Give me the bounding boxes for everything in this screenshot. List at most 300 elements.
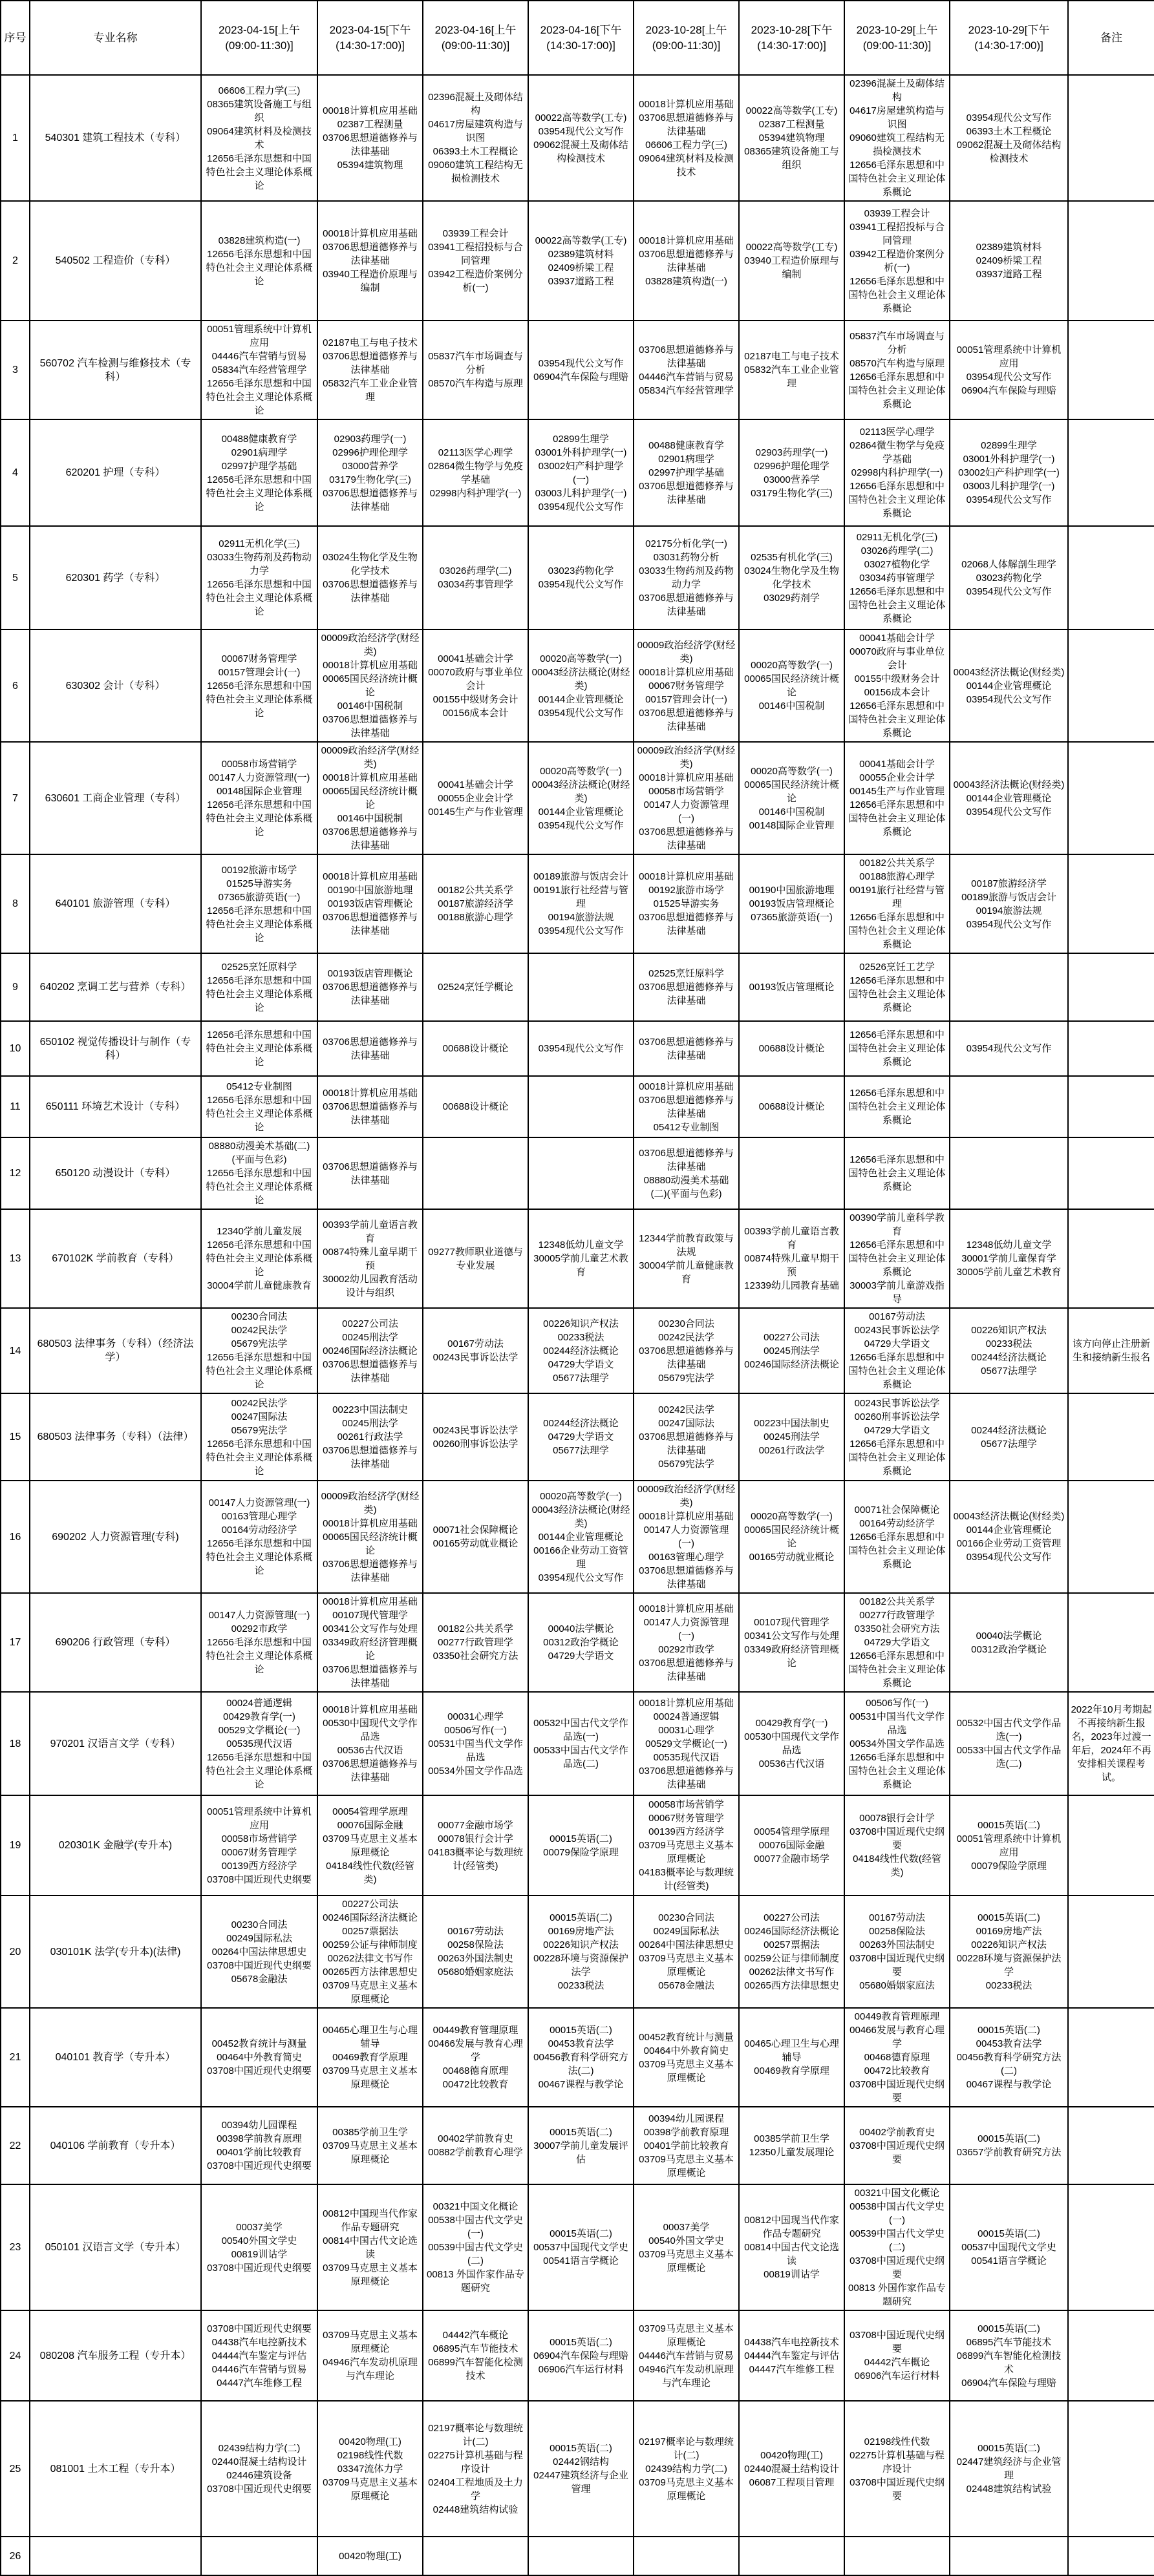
subject: 03706思想道德修养与法律基础 — [323, 1558, 418, 1583]
subject: 00191旅行社经营与管理 — [533, 885, 628, 909]
schedule-cell — [201, 1021, 317, 1076]
subject: 03034药事管理学 — [859, 572, 935, 584]
remark-cell — [1068, 321, 1154, 419]
schedule-cell — [739, 526, 844, 629]
schedule-cell — [317, 1137, 423, 1209]
subject: 00167劳动法 — [447, 1926, 504, 1937]
subject: 00015英语(二) — [550, 2025, 612, 2036]
subject: 03709马克思主义基本原理概论 — [323, 1833, 418, 1858]
table-row — [1, 2008, 1154, 2107]
subject: 00020高等数学(一) — [540, 653, 622, 664]
subject: 00246国际经济法概论 — [323, 1912, 418, 1923]
table-row — [1, 1308, 1154, 1393]
major-name: 080208 汽车服务工程（专升本） — [30, 2310, 201, 2401]
remark-cell — [1068, 742, 1154, 854]
subject: 09064建筑材料及检测技术 — [639, 153, 734, 178]
schedule-cell — [950, 1308, 1068, 1393]
schedule-cell — [317, 419, 423, 526]
subject: 00456教育科学研究方法(二) — [956, 2052, 1062, 2076]
subject: 04446汽车营销与贸易 — [211, 2363, 307, 2375]
major-name: 970201 汉语言文学（专科） — [30, 1692, 201, 1795]
schedule-cell — [528, 2107, 634, 2184]
schedule-cell — [201, 1308, 317, 1393]
schedule-cell — [950, 1481, 1068, 1593]
schedule-cell — [317, 1308, 423, 1393]
subject: 00243民事诉讼法学 — [433, 1424, 518, 1436]
table-row — [1, 2537, 1154, 2575]
subject: 00243民事诉讼法学 — [854, 1397, 940, 1409]
subject: 03709马克思主义基本原理概论 — [323, 1980, 418, 2005]
subject: 00189旅游与饭店会计 — [961, 891, 1056, 903]
schedule-cell — [201, 2184, 317, 2310]
subject: 03828建筑构造(一) — [218, 235, 301, 246]
column-header-slot-1: 2023-04-15[上午(09:00-11:30)] — [201, 1, 317, 75]
subject: 00147人力资源管理(一) — [208, 772, 310, 783]
subject: 00258保险法 — [869, 1926, 925, 1937]
subject: 00020高等数学(一) — [540, 765, 622, 777]
schedule-cell — [634, 1308, 739, 1393]
major-name: 680503 法律事务（专科）（经济法学） — [30, 1308, 201, 1393]
subject: 04438汽车电控新技术 — [744, 2336, 839, 2348]
schedule-cell — [528, 742, 634, 854]
subject: 02901病理学 — [231, 447, 288, 458]
schedule-cell — [423, 1021, 528, 1076]
subject: 00018计算机应用基础 — [639, 772, 734, 783]
schedule-cell — [423, 2184, 528, 2310]
major-name: 690206 行政管理（专科） — [30, 1593, 201, 1692]
subject: 00402学前教育史 — [438, 2133, 513, 2144]
subject: 02535有机化学(三) — [751, 552, 833, 563]
subject: 02409桥梁工程 — [976, 255, 1042, 266]
subject: 03000营养学 — [342, 460, 398, 472]
subject: 00257票据法 — [764, 1939, 820, 1950]
subject: 03349政府经济管理概论 — [744, 1643, 839, 1669]
subject: 03954现代公文写作 — [966, 494, 1052, 505]
schedule-cell — [634, 1481, 739, 1593]
remark-cell — [1068, 1393, 1154, 1481]
schedule-cell — [950, 2310, 1068, 2401]
subject: 02389建筑材料 — [976, 242, 1042, 253]
subject: 00041基础会计学 — [438, 653, 513, 664]
row-index: 19 — [1, 1795, 30, 1895]
schedule-cell — [317, 1076, 423, 1137]
subject: 12656毛泽东思想和中国特色社会主义理论体系概论 — [206, 680, 313, 719]
schedule-cell — [950, 2401, 1068, 2537]
subject: 03001外科护理学(一) — [535, 447, 627, 458]
schedule-cell — [201, 2008, 317, 2107]
remark-cell — [1068, 629, 1154, 742]
subject: 00261行政法学 — [758, 1445, 825, 1456]
schedule-cell — [950, 1692, 1068, 1795]
subject: 00534外国文学作品选 — [849, 1738, 945, 1749]
subject: 03708中国近现代史纲要 — [849, 1953, 945, 1978]
subject: 12656毛泽东思想和中国特色社会主义理论体系概论 — [206, 474, 313, 512]
remark-cell — [1068, 2401, 1154, 2537]
subject: 00261行政法学 — [337, 1431, 403, 1442]
subject: 03706思想道德修养与法律基础 — [639, 481, 734, 505]
subject: 00264中国法律思想史 — [211, 1946, 307, 1958]
subject: 00688设计概论 — [442, 1101, 509, 1112]
schedule-cell — [844, 1308, 950, 1393]
subject: 03939工程会计 — [864, 207, 930, 219]
subject: 00077金融市场学 — [438, 1819, 513, 1831]
subject: 04183概率论与数理统计(经管类) — [428, 1846, 523, 1872]
major-name: 640101 旅游管理（专科） — [30, 854, 201, 953]
schedule-cell — [423, 201, 528, 321]
subject: 00018计算机应用基础 — [639, 1511, 734, 1522]
subject: 00022高等数学(工专) — [745, 105, 838, 116]
schedule-cell — [528, 321, 634, 419]
schedule-cell — [950, 2008, 1068, 2107]
subject: 12656毛泽东思想和中国特色社会主义理论体系概论 — [206, 975, 313, 1013]
subject: 00540外国文学史 — [648, 2235, 724, 2246]
table-row — [1, 1137, 1154, 1209]
schedule-cell — [739, 1795, 844, 1895]
schedule-cell — [634, 1076, 739, 1137]
subject: 00230合同法 — [231, 1919, 288, 1930]
subject: 06393土木工程概论 — [433, 146, 518, 157]
subject: 03706思想道德修养与法律基础 — [639, 827, 734, 851]
subject: 00145生产与作业管理 — [849, 786, 945, 797]
subject: 07365旅游英语(一) — [218, 891, 301, 903]
subject: 02275计算机基础与程序设计 — [849, 2449, 945, 2475]
subject: 00146中国税制 — [758, 806, 825, 818]
subject: 03941工程招投标与合同管理 — [428, 242, 523, 266]
schedule-cell — [528, 1076, 634, 1137]
subject: 08365建筑设备施工与组织 — [207, 98, 312, 123]
row-index: 13 — [1, 1209, 30, 1308]
subject: 00015英语(二) — [550, 2228, 612, 2239]
subject: 02899生理学 — [553, 433, 609, 445]
subject: 00292市政学 — [231, 1623, 288, 1634]
remark-cell — [1068, 526, 1154, 629]
schedule-cell — [739, 1895, 844, 2008]
subject: 00165劳动就业概论 — [749, 1552, 835, 1563]
subject: 00166企业劳动工资管理 — [956, 1538, 1062, 1549]
subject: 00453教育法学 — [976, 2038, 1042, 2049]
subject: 00530中国现代文学作品选 — [744, 1731, 839, 1756]
subject: 03954现代公文写作 — [538, 125, 624, 137]
subject: 03026药理学(二) — [860, 545, 934, 556]
schedule-cell — [317, 2401, 423, 2537]
major-name: 560702 汽车检测与维修技术（专科） — [30, 321, 201, 419]
subject: 08570汽车构造与原理 — [428, 378, 523, 389]
subject: 00401学前比较教育 — [217, 2147, 302, 2158]
table-row — [1, 201, 1154, 321]
subject: 00065国民经济统计概论 — [323, 673, 418, 698]
subject: 00070政府与事业单位会计 — [849, 646, 945, 671]
subject: 02447建筑经济与企业管理 — [956, 2456, 1062, 2481]
subject: 05678金融法 — [231, 1973, 288, 1985]
remark-cell — [1068, 1021, 1154, 1076]
subject: 12656毛泽东思想和中国特色社会主义理论体系概论 — [206, 248, 313, 287]
subject: 02996护理伦理学 — [332, 447, 408, 458]
subject: 08570汽车构造与原理 — [849, 357, 945, 369]
subject: 12656毛泽东思想和中国特色社会主义理论体系概论 — [848, 1240, 946, 1278]
subject: 00054管理学原理 — [754, 1826, 829, 1837]
subject: 12344学前教育政策与法规 — [639, 1232, 734, 1258]
subject: 00541语言学概论 — [543, 2255, 619, 2266]
subject: 00157管理会计(一) — [218, 666, 301, 678]
subject: 00813 外国作家作品专题研究 — [427, 2269, 524, 2294]
major-name: 620201 护理（专科） — [30, 419, 201, 526]
subject: 00814中国古代文论选读 — [323, 2235, 418, 2260]
subject: 02901病理学 — [658, 454, 714, 465]
subject: 03708中国近现代史纲要 — [849, 2140, 945, 2165]
major-name: 040101 教育学（专升本） — [30, 2008, 201, 2107]
subject: 00230合同法 — [658, 1318, 714, 1329]
subject: 00233税法 — [557, 1980, 604, 1991]
subject: 00688设计概论 — [758, 1101, 825, 1112]
column-header-slot-3: 2023-04-16[上午(09:00-11:30)] — [423, 1, 528, 75]
schedule-cell — [201, 1137, 317, 1209]
subject: 00018计算机应用基础 — [323, 105, 418, 116]
subject: 00244经济法概论 — [971, 1352, 1047, 1363]
subject: 00223中国法制史 — [754, 1418, 829, 1429]
subject: 03706思想道德修养与法律基础 — [323, 982, 418, 1006]
subject: 12656毛泽东思想和中国特色社会主义理论体系概论 — [848, 481, 946, 519]
subject: 00018计算机应用基础 — [639, 666, 734, 678]
subject: 00227公司法 — [342, 1318, 398, 1329]
subject: 00037美学 — [236, 2221, 283, 2233]
schedule-cell — [201, 1481, 317, 1593]
column-header-index: 序号 — [1, 1, 30, 75]
schedule-cell — [317, 1393, 423, 1481]
subject: 09062混凝土及砌体结构检测技术 — [533, 139, 628, 164]
row-index: 24 — [1, 2310, 30, 2401]
subject: 00031心理学 — [447, 1711, 504, 1722]
subject: 03706思想道德修养与法律基础 — [639, 1094, 734, 1119]
schedule-cell — [201, 742, 317, 854]
subject: 03003儿科护理学(一) — [963, 481, 1055, 492]
subject: 00031心理学 — [658, 1724, 714, 1736]
schedule-cell — [739, 1481, 844, 1593]
schedule-cell — [844, 854, 950, 953]
subject: 05678金融法 — [658, 1980, 714, 1991]
schedule-cell — [423, 742, 528, 854]
subject: 00420物理(工) — [760, 2449, 823, 2461]
subject: 05677法理学 — [553, 1372, 609, 1384]
subject: 12656毛泽东思想和中国特色社会主义理论体系概论 — [206, 1168, 313, 1206]
subject: 00263外国法制史 — [438, 1953, 513, 1964]
subject: 00147人力资源管理(一) — [208, 1610, 310, 1621]
schedule-cell — [844, 2537, 950, 2575]
subject: 02387工程测量 — [337, 119, 403, 130]
schedule-cell — [317, 1895, 423, 2008]
subject: 06087工程项目管理 — [749, 2476, 835, 2488]
subject: 00244经济法概论 — [543, 1345, 619, 1357]
subject: 02187电工与电子技术 — [744, 351, 839, 362]
subject: 00312政治学概论 — [971, 1643, 1047, 1655]
subject: 03954现代公文写作 — [966, 806, 1052, 818]
subject: 03706思想道德修养与法律基础 — [323, 242, 418, 266]
subject: 03706思想道德修养与法律基础 — [639, 982, 734, 1006]
table-row — [1, 419, 1154, 526]
subject: 02396混凝土及砌体结构 — [428, 92, 523, 116]
subject: 00449教育管理原理 — [433, 2025, 518, 2036]
subject: 00245刑法学 — [764, 1345, 820, 1357]
row-index: 21 — [1, 2008, 30, 2107]
subject: 06904汽车保险与理赔 — [961, 385, 1056, 396]
subject: 00144企业管理概论 — [966, 680, 1052, 692]
subject: 00193饭店管理概论 — [327, 898, 413, 909]
subject: 30001学前儿童保育学 — [961, 1253, 1056, 1264]
schedule-cell — [950, 2107, 1068, 2184]
subject: 00009政治经济学(财经类) — [321, 745, 420, 770]
major-name: 690202 人力资源管理(专科) — [30, 1481, 201, 1593]
schedule-cell — [844, 526, 950, 629]
subject: 05394建筑物理 — [758, 132, 825, 143]
schedule-cell — [528, 419, 634, 526]
subject: 03179生物化学(三) — [751, 487, 833, 499]
subject: 00249国际私法 — [226, 1932, 292, 1944]
schedule-cell — [201, 629, 317, 742]
subject: 12350儿童发展理论 — [749, 2147, 835, 2158]
subject: 05680婚姻家庭法 — [438, 1967, 513, 1978]
subject: 00065国民经济统计概论 — [744, 673, 839, 698]
subject: 00452教育统计与测量 — [639, 2031, 734, 2043]
subject: 00067财务管理学 — [648, 1813, 724, 1824]
subject: 00018计算机应用基础 — [323, 660, 418, 671]
subject: 06899汽车智能化检测技术 — [428, 2357, 523, 2381]
column-header-slot-2: 2023-04-15[下午(14:30-17:00)] — [317, 1, 423, 75]
subject: 02113医学心理学 — [438, 447, 513, 458]
subject: 00467课程与教学论 — [966, 2079, 1052, 2090]
subject: 00420物理(工) — [339, 2550, 401, 2562]
schedule-cell — [201, 1795, 317, 1895]
subject: 03939工程会计 — [442, 228, 509, 239]
schedule-cell — [844, 629, 950, 742]
subject: 00341公文写作与处理 — [323, 1623, 418, 1634]
subject: 00394幼儿园课程 — [648, 2113, 724, 2124]
subject: 03942工程造价案例分析(一) — [849, 248, 945, 273]
table-row — [1, 1692, 1154, 1795]
subject: 12656毛泽东思想和中国特色社会主义理论体系概论 — [206, 153, 313, 191]
subject: 12656毛泽东思想和中国特色社会主义理论体系概论 — [848, 160, 946, 198]
subject: 07365旅游英语(一) — [751, 912, 833, 923]
schedule-cell — [739, 2184, 844, 2310]
subject: 02113医学心理学 — [859, 427, 935, 438]
subject: 00166企业劳动工资管理 — [533, 1545, 628, 1570]
subject: 00022高等数学(工专) — [535, 235, 627, 246]
schedule-cell — [844, 1481, 950, 1593]
schedule-cell — [634, 2401, 739, 2537]
subject: 03708中国近现代史纲要 — [849, 2079, 945, 2104]
schedule-cell — [317, 742, 423, 854]
subject: 03706思想道德修养与法律基础 — [639, 1657, 734, 1682]
subject: 00230合同法 — [231, 1311, 288, 1322]
subject: 00529文学概论(一) — [645, 1738, 727, 1749]
subject: 00018计算机应用基础 — [639, 1081, 734, 1092]
subject: 00385学前卫生学 — [754, 2133, 829, 2144]
schedule-cell — [844, 75, 950, 201]
subject: 03709马克思主义基本原理概论 — [323, 2262, 418, 2287]
subject: 00469教育学原理 — [754, 2065, 829, 2076]
subject: 12656毛泽东思想和中国特色社会主义理论体系概论 — [206, 1240, 313, 1278]
schedule-cell — [317, 2184, 423, 2310]
subject: 04617房屋建筑构造与识图 — [849, 105, 945, 130]
subject: 05412专业制图 — [653, 1121, 720, 1133]
row-index: 25 — [1, 2401, 30, 2537]
subject: 03954现代公文写作 — [538, 819, 624, 831]
subject: 00465心理卫生与心理辅导 — [323, 2025, 418, 2049]
subject: 00165劳动就业概论 — [433, 1538, 518, 1549]
subject: 02911无机化学(三) — [219, 538, 300, 549]
subject: 00506写作(一) — [866, 1697, 928, 1709]
schedule-cell — [634, 321, 739, 419]
subject: 00245刑法学 — [342, 1331, 398, 1343]
subject: 00813 外国作家作品专题研究 — [848, 2283, 946, 2307]
subject: 03706思想道德修养与法律基础 — [323, 827, 418, 851]
subject: 00164劳动经济学 — [859, 1517, 935, 1529]
subject: 03706思想道德修养与法律基础 — [639, 1565, 734, 1590]
subject: 00531中国当代文学作品选 — [428, 1738, 523, 1763]
subject: 00242民法学 — [658, 1331, 714, 1343]
subject: 00076国际金融 — [337, 1819, 403, 1831]
subject: 00079保险学原理 — [971, 1860, 1047, 1872]
subject: 03706思想道德修养与法律基础 — [639, 1036, 734, 1061]
table-row — [1, 1076, 1154, 1137]
table-row — [1, 1593, 1154, 1692]
subject: 00223中国法制史 — [332, 1404, 408, 1415]
subject: 03706思想道德修养与法律基础 — [639, 707, 734, 732]
schedule-cell — [423, 2401, 528, 2537]
subject: 02198线性代数 — [864, 2436, 930, 2447]
schedule-cell — [844, 2184, 950, 2310]
subject: 03709马克思主义基本原理概论 — [639, 2476, 734, 2502]
schedule-cell — [634, 854, 739, 953]
subject: 03954现代公文写作 — [966, 1043, 1052, 1054]
subject: 03954现代公文写作 — [538, 501, 624, 512]
subject: 03706思想道德修养与法律基础 — [323, 1036, 418, 1061]
subject: 00882学前教育心理学 — [428, 2147, 523, 2158]
schedule-cell — [528, 2401, 634, 2537]
schedule-cell — [423, 1076, 528, 1137]
subject: 00469教育学原理 — [332, 2052, 408, 2063]
header-row — [1, 1, 1154, 75]
subject: 00245刑法学 — [342, 1418, 398, 1429]
subject: 03002妇产科护理学(一) — [538, 460, 624, 485]
subject: 00192旅游市场学 — [648, 885, 724, 896]
schedule-cell — [423, 2107, 528, 2184]
subject: 06906汽车运行材料 — [854, 2370, 940, 2381]
subject: 00226知识产权法 — [543, 1318, 619, 1329]
schedule-cell — [844, 1137, 950, 1209]
subject: 02998内科护理学(一) — [851, 467, 943, 478]
subject: 00188旅游心理学 — [438, 912, 513, 923]
subject: 00247国际法 — [658, 1418, 714, 1429]
subject: 05677法理学 — [981, 1438, 1037, 1450]
subject: 00067财务管理学 — [648, 680, 724, 692]
subject: 00043经济法概论(财经类) — [953, 1511, 1065, 1522]
subject: 00157管理会计(一) — [645, 693, 727, 705]
subject: 00018计算机应用基础 — [639, 235, 734, 246]
subject: 00015英语(二) — [550, 2336, 612, 2348]
row-index: 5 — [1, 526, 30, 629]
subject: 00193饭店管理概论 — [327, 968, 413, 979]
schedule-cell — [423, 1209, 528, 1308]
subject: 00190中国旅游地理 — [327, 885, 413, 896]
subject: 03706思想道德修养与法律基础 — [639, 248, 734, 273]
subject: 30005学前儿童艺术教育 — [956, 1267, 1062, 1278]
subject: 04444汽车鉴定与评估 — [744, 2350, 839, 2361]
schedule-cell — [423, 1481, 528, 1593]
subject: 03706思想道德修养与法律基础 — [323, 351, 418, 375]
subject: 03954现代公文写作 — [538, 707, 624, 719]
subject: 05832汽车工业企业管理 — [744, 364, 839, 389]
subject: 00022高等数学(工专) — [745, 242, 838, 253]
schedule-cell — [950, 2537, 1068, 2575]
